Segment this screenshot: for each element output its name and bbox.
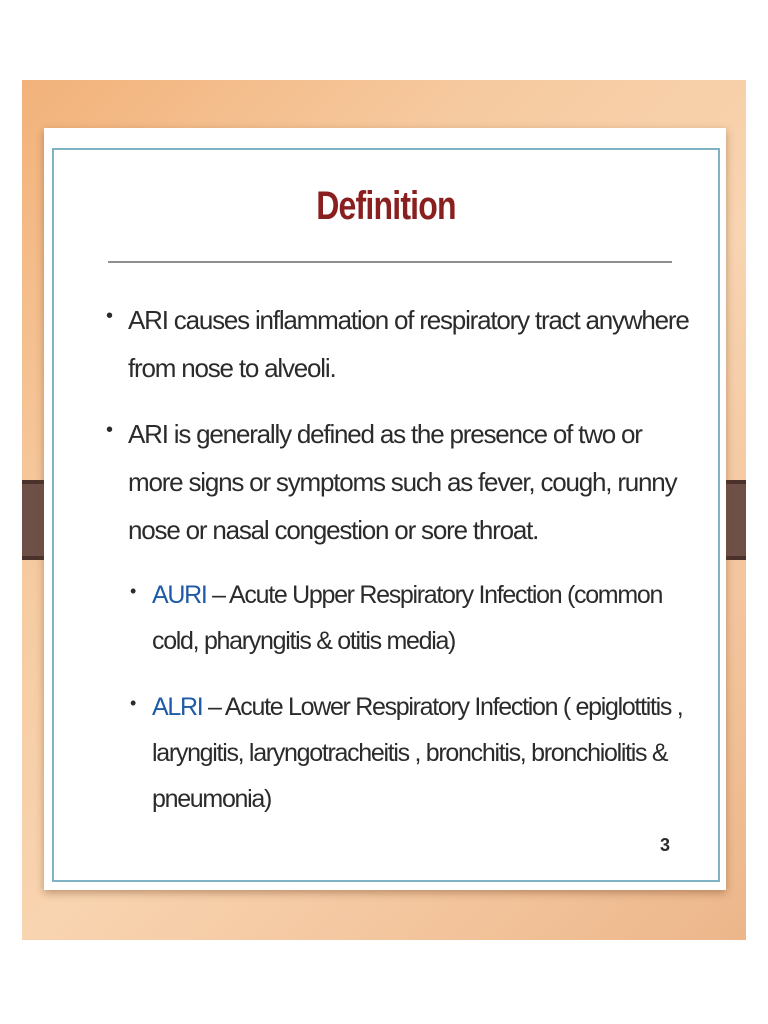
bullet-dot-icon: • [106, 305, 112, 327]
page-number: 3 [659, 835, 670, 855]
slide-border [52, 148, 720, 882]
sub-bullet-term: ALRI [152, 693, 203, 721]
bullet-item [106, 410, 694, 554]
bullet-item [106, 296, 694, 392]
sub-bullet-text: – Acute Upper Respiratory Infection (common cold, pharyngitis & otitis media) [152, 581, 663, 655]
slide-content [106, 296, 694, 842]
title-divider [108, 261, 672, 263]
sub-bullet-item [130, 572, 694, 664]
bullet-dot-icon: • [130, 693, 136, 713]
slide-title: Definition [316, 184, 456, 228]
bullet-text: ARI causes inflammation of respiratory tract anywhere from nose to alveoli. [128, 305, 689, 383]
bullet-dot-icon: • [106, 419, 112, 441]
sub-bullet-text: – Acute Lower Respiratory Infection ( epiglottitis , laryngitis, laryngotracheitis , bronchitis, bronchiolitis & pneumonia) [152, 693, 683, 813]
sub-bullet-item [130, 684, 694, 822]
photo-background [22, 80, 746, 940]
slide [44, 128, 726, 890]
bullet-text: ARI is generally defined as the presence of two or more signs or symptoms such as fever, cough, runny nose or nasal congestion or sore throat. [128, 419, 677, 545]
sub-bullet-term: AURI [152, 581, 207, 609]
bullet-dot-icon: • [130, 581, 136, 601]
